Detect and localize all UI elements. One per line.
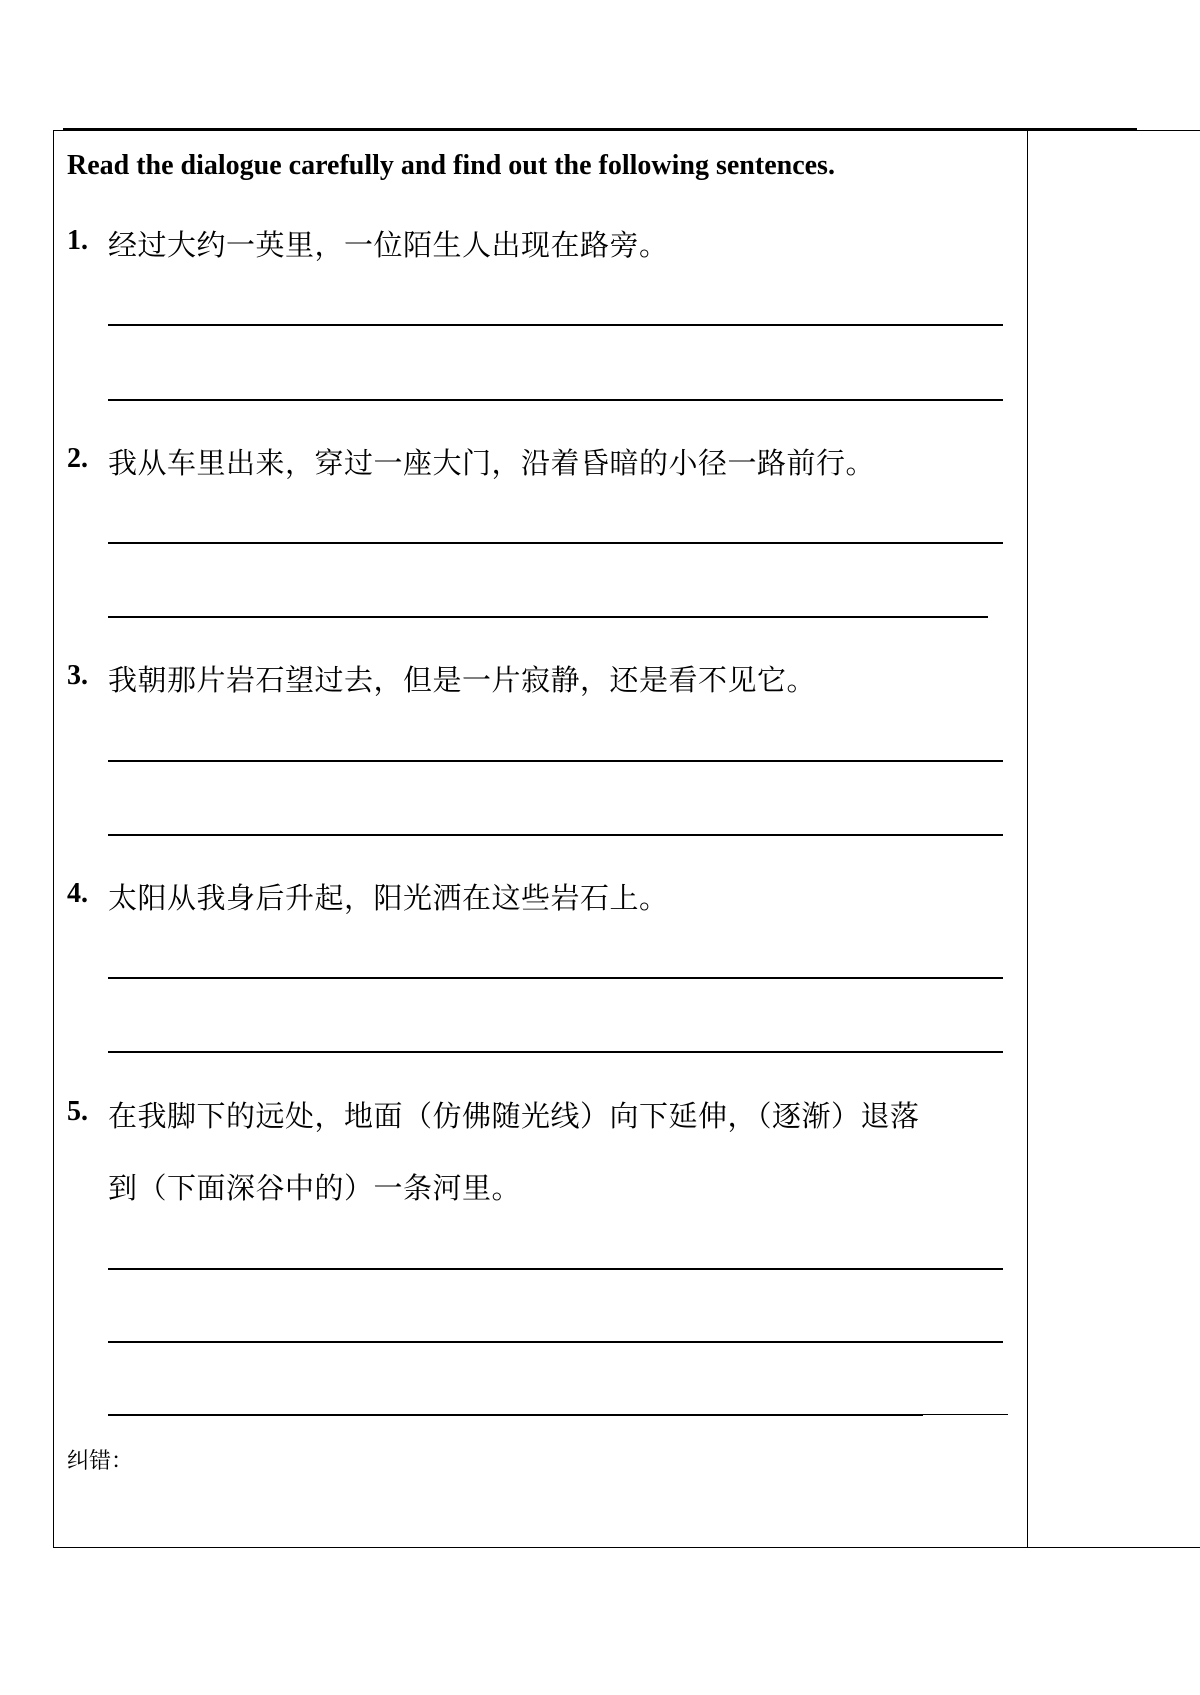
question-1-text: 经过大约一英里，一位陌生人出现在路旁。 <box>108 228 669 262</box>
answer-line-4a[interactable] <box>108 977 1003 979</box>
answer-line-2b[interactable] <box>108 616 988 618</box>
question-5-text-line-2: 到（下面深谷中的）一条河里。 <box>108 1171 522 1205</box>
answer-line-5c[interactable] <box>108 1414 923 1416</box>
answer-line-1a[interactable] <box>108 324 1003 326</box>
question-2-text: 我从车里出来，穿过一座大门，沿着昏暗的小径一路前行。 <box>108 446 876 480</box>
answer-line-5a[interactable] <box>108 1268 1003 1270</box>
correction-label: 纠错： <box>67 1449 134 1474</box>
answer-line-3a[interactable] <box>108 760 1003 762</box>
question-2-number: 2. <box>67 443 88 474</box>
question-5-number: 5. <box>67 1096 88 1127</box>
answer-line-5c-tail <box>922 1414 1008 1415</box>
answer-line-1b[interactable] <box>108 399 1003 401</box>
question-5-text-line-1: 在我脚下的远处，地面（仿佛随光线）向下延伸，（逐渐）退落 <box>108 1099 920 1133</box>
question-4-number: 4. <box>67 878 88 909</box>
column-divider <box>1027 130 1028 1548</box>
instruction-heading: Read the dialogue carefully and find out the following sentences. <box>67 150 835 181</box>
question-3-number: 3. <box>67 660 88 691</box>
question-1-number: 1. <box>67 225 88 256</box>
answer-line-3b[interactable] <box>108 834 1003 836</box>
answer-line-2a[interactable] <box>108 542 1003 544</box>
question-3-text: 我朝那片岩石望过去，但是一片寂静，还是看不见它。 <box>108 663 817 697</box>
answer-line-5b[interactable] <box>108 1341 1003 1343</box>
question-4-text: 太阳从我身后升起，阳光洒在这些岩石上。 <box>108 881 669 915</box>
answer-line-4b[interactable] <box>108 1051 1003 1053</box>
